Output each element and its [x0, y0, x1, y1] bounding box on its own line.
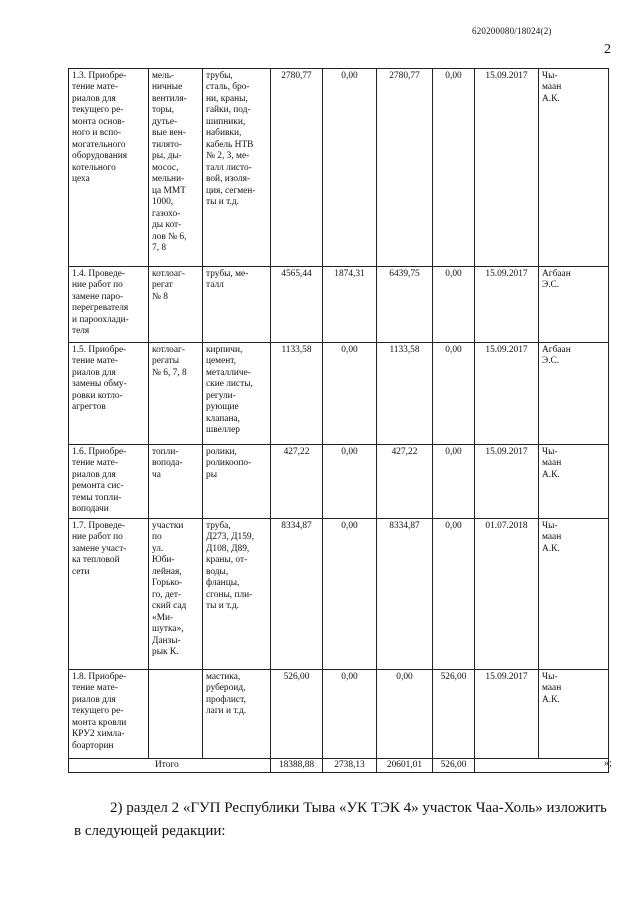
object-cell: котлоаг- регат № 8	[149, 267, 203, 343]
materials-cell: кирпичи, цемент, металличе- ские листы, регули- рующие клапана, швеллер	[203, 343, 271, 445]
value-col2-cell: 0,00	[323, 518, 377, 669]
value-col3-cell: 2780,77	[377, 69, 433, 267]
table-row	[69, 69, 609, 267]
deadline-cell: 01.07.2018	[475, 518, 539, 669]
value-col3-cell: 427,22	[377, 445, 433, 519]
value-col2-cell: 0,00	[323, 445, 377, 519]
total-label: Итого	[69, 758, 271, 772]
responsible-cell: Чы- маан А.К.	[539, 69, 609, 267]
total-value-2: 2738,13	[323, 758, 377, 772]
object-cell: котлоаг- регаты № 6, 7, 8	[149, 343, 203, 445]
value-total-cell: 526,00	[271, 669, 323, 758]
total-value-1: 18388,88	[271, 758, 323, 772]
materials-cell: трубы, сталь, бро- ни, краны, гайки, под- шипники, набивки, кабель НТВ № 2, 3, ме- талл листо- вой, изоля- ция, сегмен- ты и т.д.	[203, 69, 271, 267]
materials-cell: мастика, рубероид, профлист, лаги и т.д.	[203, 669, 271, 758]
materials-cell: труба, Д273, Д159, Д108, Д89, краны, от- воды, фланцы, сгоны, пли- ты и т.д.	[203, 518, 271, 669]
value-col4-cell: 526,00	[433, 669, 475, 758]
value-col3-cell: 6439,75	[377, 267, 433, 343]
object-cell	[149, 669, 203, 758]
total-value-4: 526,00	[433, 758, 475, 772]
body-paragraph: 2) раздел 2 «ГУП Республики Тыва «УК ТЭК 4» участок Чаа-Холь» изложить в следующей редакции:	[74, 800, 607, 839]
value-col4-cell: 0,00	[433, 267, 475, 343]
value-col2-cell: 0,00	[323, 69, 377, 267]
deadline-cell: 15.09.2017	[475, 669, 539, 758]
table-row	[69, 518, 609, 669]
work-name-cell: 1.3. Приобре- тение мате- риалов для текущего ре- монта основ- ного и вспо- могательного оборудования котельного цеха	[69, 69, 149, 267]
closing-quote-mark: »;	[604, 758, 612, 769]
work-name-cell: 1.7. Проведе- ние работ по замене участ- ка тепловой сети	[69, 518, 149, 669]
total-empty-cell	[475, 758, 609, 772]
value-col3-cell: 1133,58	[377, 343, 433, 445]
total-value-3: 20601,01	[377, 758, 433, 772]
value-total-cell: 4565,44	[271, 267, 323, 343]
works-table	[68, 68, 609, 773]
value-total-cell: 1133,58	[271, 343, 323, 445]
responsible-cell: Агбаан Э.С.	[539, 267, 609, 343]
object-cell: топли- вопода- ча	[149, 445, 203, 519]
page-number: 2	[604, 42, 611, 57]
value-total-cell: 427,22	[271, 445, 323, 519]
deadline-cell: 15.09.2017	[475, 267, 539, 343]
work-name-cell: 1.6. Приобре- тение мате- риалов для ремонта сис- темы топли- воподачи	[69, 445, 149, 519]
materials-cell: трубы, ме- талл	[203, 267, 271, 343]
document-id: 620200080/18024(2)	[472, 26, 552, 36]
deadline-cell: 15.09.2017	[475, 343, 539, 445]
value-total-cell: 8334,87	[271, 518, 323, 669]
responsible-cell: Чы- маан А.К.	[539, 445, 609, 519]
deadline-cell: 15.09.2017	[475, 69, 539, 267]
responsible-cell: Чы- маан А.К.	[539, 669, 609, 758]
work-name-cell: 1.4. Проведе- ние работ по замене паро- перегревателя и пароохлади- теля	[69, 267, 149, 343]
value-col2-cell: 1874,31	[323, 267, 377, 343]
value-total-cell: 2780,77	[271, 69, 323, 267]
value-col2-cell: 0,00	[323, 343, 377, 445]
value-col4-cell: 0,00	[433, 445, 475, 519]
value-col3-cell: 8334,87	[377, 518, 433, 669]
object-cell: мель- ничные вентиля- торы, дутье- вые вен- тилято- ры, ды- мосос, мельни- ца ММТ 1000, газохо- ды кот- лов № 6, 7, 8	[149, 69, 203, 267]
table-row	[69, 267, 609, 343]
value-col4-cell: 0,00	[433, 343, 475, 445]
work-name-cell: 1.8. Приобре- тение мате- риалов для текущего ре- монта кровли КРУ2 химла- боарторин	[69, 669, 149, 758]
work-name-cell: 1.5. Приобре- тение мате- риалов для замены обму- ровки котло- агрегтов	[69, 343, 149, 445]
table-row	[69, 445, 609, 519]
deadline-cell: 15.09.2017	[475, 445, 539, 519]
value-col4-cell: 0,00	[433, 518, 475, 669]
responsible-cell: Чы- маан А.К.	[539, 518, 609, 669]
object-cell: участки по ул. Юби- лейная, Горько- го, дет- ский сад «Ми- шутка», Данзы- рык К.	[149, 518, 203, 669]
responsible-cell: Агбаан Э.С.	[539, 343, 609, 445]
value-col3-cell: 0,00	[377, 669, 433, 758]
value-col2-cell: 0,00	[323, 669, 377, 758]
table-row	[69, 669, 609, 758]
table-row	[69, 343, 609, 445]
value-col4-cell: 0,00	[433, 69, 475, 267]
total-row	[69, 758, 609, 772]
materials-cell: ролики, роликоопо- ры	[203, 445, 271, 519]
